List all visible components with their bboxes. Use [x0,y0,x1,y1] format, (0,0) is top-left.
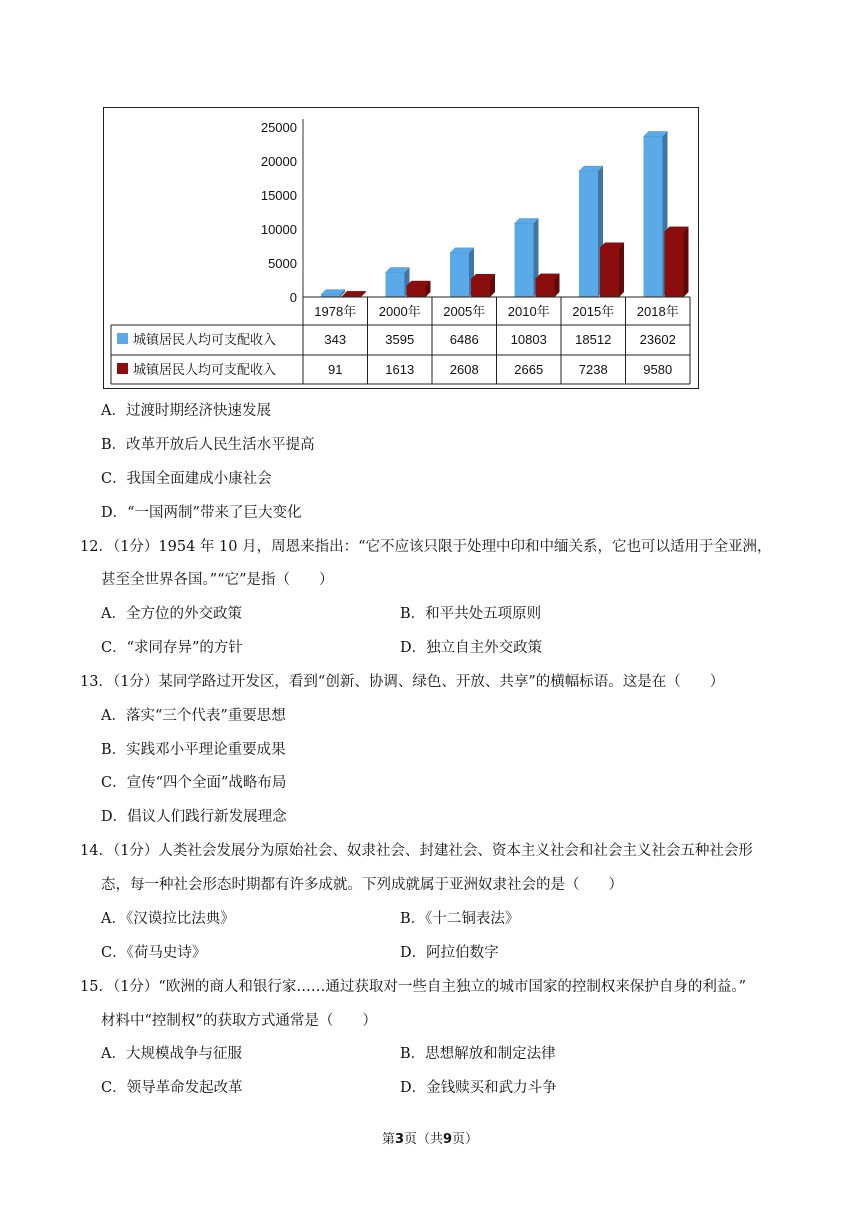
bar-top-2-1978年 [342,291,366,296]
legend-swatch-1 [117,333,128,344]
page-footer [0,1128,860,1147]
data-cell-1-2010年: 10803 [510,332,547,347]
data-cell-1-2000年: 3595 [385,332,415,347]
y-tick-label: 15000 [260,188,297,203]
footer-pre: 第 [381,1132,395,1147]
y-tick-label: 5000 [268,256,297,271]
data-cell-1-1978年: 343 [324,332,347,347]
bar-2-2015年 [600,248,619,297]
bar-2-2010年 [536,279,555,297]
y-tick-label: 10000 [260,222,297,237]
q13-option-d: D．倡议人们践行新发展理念 [101,809,287,825]
bar-1-2000年 [386,273,405,297]
y-tick-label: 25000 [260,120,297,135]
q11-option-a: A．过渡时期经济快速发展 [101,403,271,419]
y-tick-label: 0 [289,290,297,305]
q13-option-c: C．宣传“四个全面”战略布局 [101,775,287,791]
q14-stem-line2: 态，每一种社会形态时期都有许多成就。下列成就属于亚洲奴隶社会的是（ ） [101,877,623,893]
q14-option-b: B．《十二铜表法》 [400,911,520,927]
q12-stem-line1: 12．（1分）1954 年 10 月，周恩来指出：“它不应该只限于处理中印和中缅关系，它也可以适用于全亚洲， [80,539,772,555]
bar-2-2000年 [407,286,426,297]
q12-option-a: A．全方位的外交政策 [101,606,242,622]
bar-2-2005年 [471,279,490,297]
data-cell-2-2010年: 2665 [514,362,544,377]
x-tick-label: 1978年 [314,304,357,319]
bar-1-2010年 [515,224,534,297]
x-tick-label: 2005年 [443,304,486,319]
q13-stem: 13．（1分）某同学路过开发区，看到“创新、协调、绿色、开放、共享”的横幅标语。这是在（ ） [80,674,725,690]
q12-option-b: B．和平共处五项原则 [400,606,542,622]
q14-option-a: A．《汉谟拉比法典》 [101,911,235,927]
data-cell-2-2005年: 2608 [449,362,479,377]
data-cell-1-2015年: 18512 [575,332,612,347]
bar-1-2018年 [644,137,663,297]
q15-option-c: C．领导革命发起改革 [101,1080,243,1096]
data-cell-2-2000年: 1613 [385,362,415,377]
x-tick-label: 2000年 [378,304,421,319]
footer-page-number: 3 [394,1132,404,1147]
data-cell-2-1978年: 91 [328,362,343,377]
x-tick-label: 2010年 [507,304,550,319]
footer-total-pages: 9 [443,1132,453,1147]
bar-2-2018年 [665,232,684,297]
legend-label-1: 城镇居民人均可支配收入 [133,332,277,347]
bar-1-2005年 [450,253,469,297]
data-cell-1-2018年: 23602 [639,332,676,347]
x-tick-label: 2015年 [572,304,615,319]
q15-option-b: B．思想解放和制定法律 [400,1046,556,1062]
q13-option-a: A．落实“三个代表”重要思想 [101,708,286,724]
x-tick-label: 2018年 [636,304,679,319]
q14-stem-line1: 14．（1分）人类社会发展分为原始社会、奴隶社会、封建社会、资本主义社会和社会主义社会五种社会形 [80,843,753,859]
footer-post: 页） [452,1132,479,1147]
q15-stem-line2: 材料中“控制权”的获取方式通常是（ ） [101,1013,377,1029]
legend-label-2: 城镇居民人均可支配收入 [133,362,277,377]
income-chart [103,107,699,389]
footer-mid: 页（共 [403,1132,443,1147]
q11-option-b: B．改革开放后人民生活水平提高 [101,437,315,453]
q11-option-c: C．我国全面建成小康社会 [101,471,272,487]
data-cell-2-2015年: 7238 [578,362,608,377]
q11-option-d: D．“一国两制”带来了巨大变化 [101,505,302,521]
q15-option-d: D．金钱赎买和武力斗争 [400,1080,557,1096]
bar-side-2-2018年 [684,227,689,297]
q12-stem-line2: 甚至全世界各国。”“它”是指（ ） [101,572,334,588]
q15-option-a: A．大规模战争与征服 [101,1046,242,1062]
data-cell-2-2018年: 9580 [643,362,673,377]
q12-option-c: C．“求同存异”的方针 [101,640,243,656]
q14-option-c: C．《荷马史诗》 [101,945,207,961]
y-tick-label: 20000 [260,154,297,169]
q13-option-b: B．实践邓小平理论重要成果 [101,742,286,758]
legend-swatch-2 [117,363,128,374]
chart-svg [104,108,700,390]
bar-side-2-2015年 [619,243,624,297]
q14-option-d: D．阿拉伯数字 [400,945,499,961]
q15-stem-line1: 15．（1分）“欧洲的商人和银行家……通过获取对一些自主独立的城市国家的控制权来保护自身的利益。” [80,979,746,995]
data-cell-1-2005年: 6486 [449,332,479,347]
q12-option-d: D．独立自主外交政策 [400,640,543,656]
bar-1-2015年 [579,171,598,297]
